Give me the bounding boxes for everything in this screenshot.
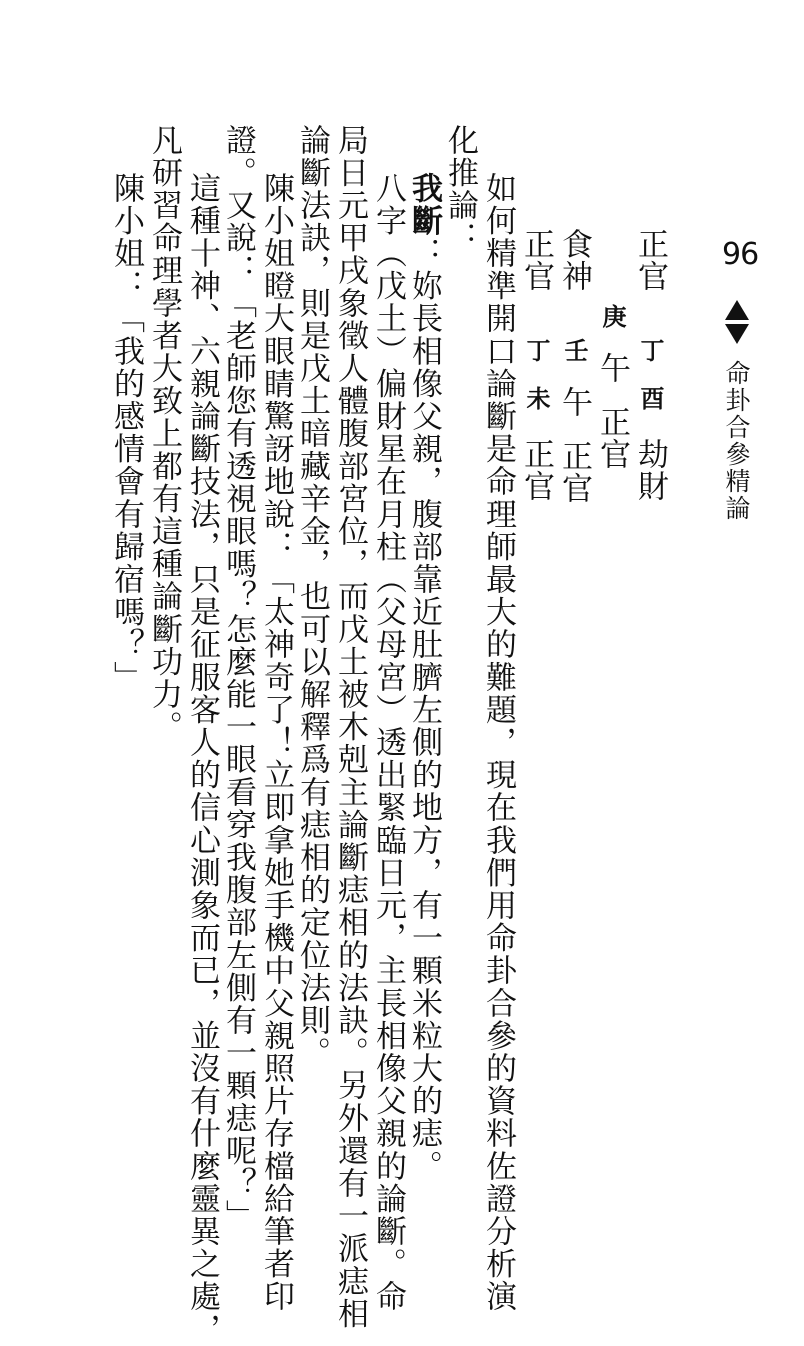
chart-branch: 未 [522, 386, 550, 410]
body-line-6: 論斷法訣，則是戊土暗藏辛金，也可以解釋爲有痣相的定位法則。 [294, 124, 330, 1070]
chart-column-year [632, 228, 668, 502]
chart-bottom-label: 正官 [594, 406, 630, 470]
body-line-3 [406, 172, 442, 1183]
chart-branch: 午 [556, 386, 592, 418]
triangle-down-icon [725, 324, 749, 344]
chart-column-hour [518, 228, 554, 502]
chart-branch: 酉 [636, 386, 664, 410]
verdict-text: ：妳長相像父親，腹部靠近肚臍左側的地方，有一顆米粒大的痣。 [406, 237, 442, 1183]
chart-bottom-label: 劫財 [632, 438, 668, 502]
chart-stem: 壬 [560, 338, 588, 362]
chart-top-label: 食神 [556, 228, 592, 292]
triangle-up-icon [725, 300, 749, 320]
book-title: 命卦合參精論 [722, 360, 751, 522]
body-line-4: 八字（戊土）偏財星在月柱（父母宮）透出緊臨日元，主長相像父親的論斷。命 [370, 172, 406, 1313]
chart-branch: 午 [594, 352, 630, 384]
body-line-8: 證。又說：「老師您有透視眼嗎？怎麼能一眼看穿我腹部左側有一顆痣呢？」 [220, 124, 256, 1233]
body-line-7: 陳小姐瞪大眼睛驚訝地說：「太神奇了！立即拿她手機中父親照片存檔給筆者印 [258, 172, 294, 1313]
chart-top-label: 正官 [518, 228, 554, 292]
chart-stem: 丁 [636, 338, 664, 362]
body-line-11: 陳小姐：「我的感情會有歸宿嗎？」 [108, 172, 144, 694]
body-line-1: 如何精準開口論斷是命理師最大的難題，現在我們用命卦合參的資料佐證分析演 [480, 172, 516, 1313]
chart-column-day [556, 228, 592, 504]
body-line-10: 凡研習命理學者大致上都有這種論斷功力。 [146, 124, 182, 744]
page-number: 96 [722, 237, 759, 272]
chart-stem: 庚 [598, 304, 626, 328]
chart-stem: 丁 [522, 338, 550, 362]
chart-bottom-label: 正官 [518, 438, 554, 502]
body-line-9: 這種十神、六親論斷技法，只是征服客人的信心測象而已，並沒有什麼靈異之處， [184, 172, 220, 1346]
chart-column-month [594, 304, 630, 470]
chart-bottom-label: 正官 [556, 440, 592, 504]
verdict-lead: 我斷 [406, 172, 442, 238]
body-line-5: 局日元甲戌象徵人體腹部宮位，而戊土被木剋主論斷痣相的法訣。另外還有一派痣相 [332, 124, 368, 1331]
body-line-2: 化推論： [442, 124, 478, 255]
chart-top-label: 正官 [632, 228, 668, 292]
